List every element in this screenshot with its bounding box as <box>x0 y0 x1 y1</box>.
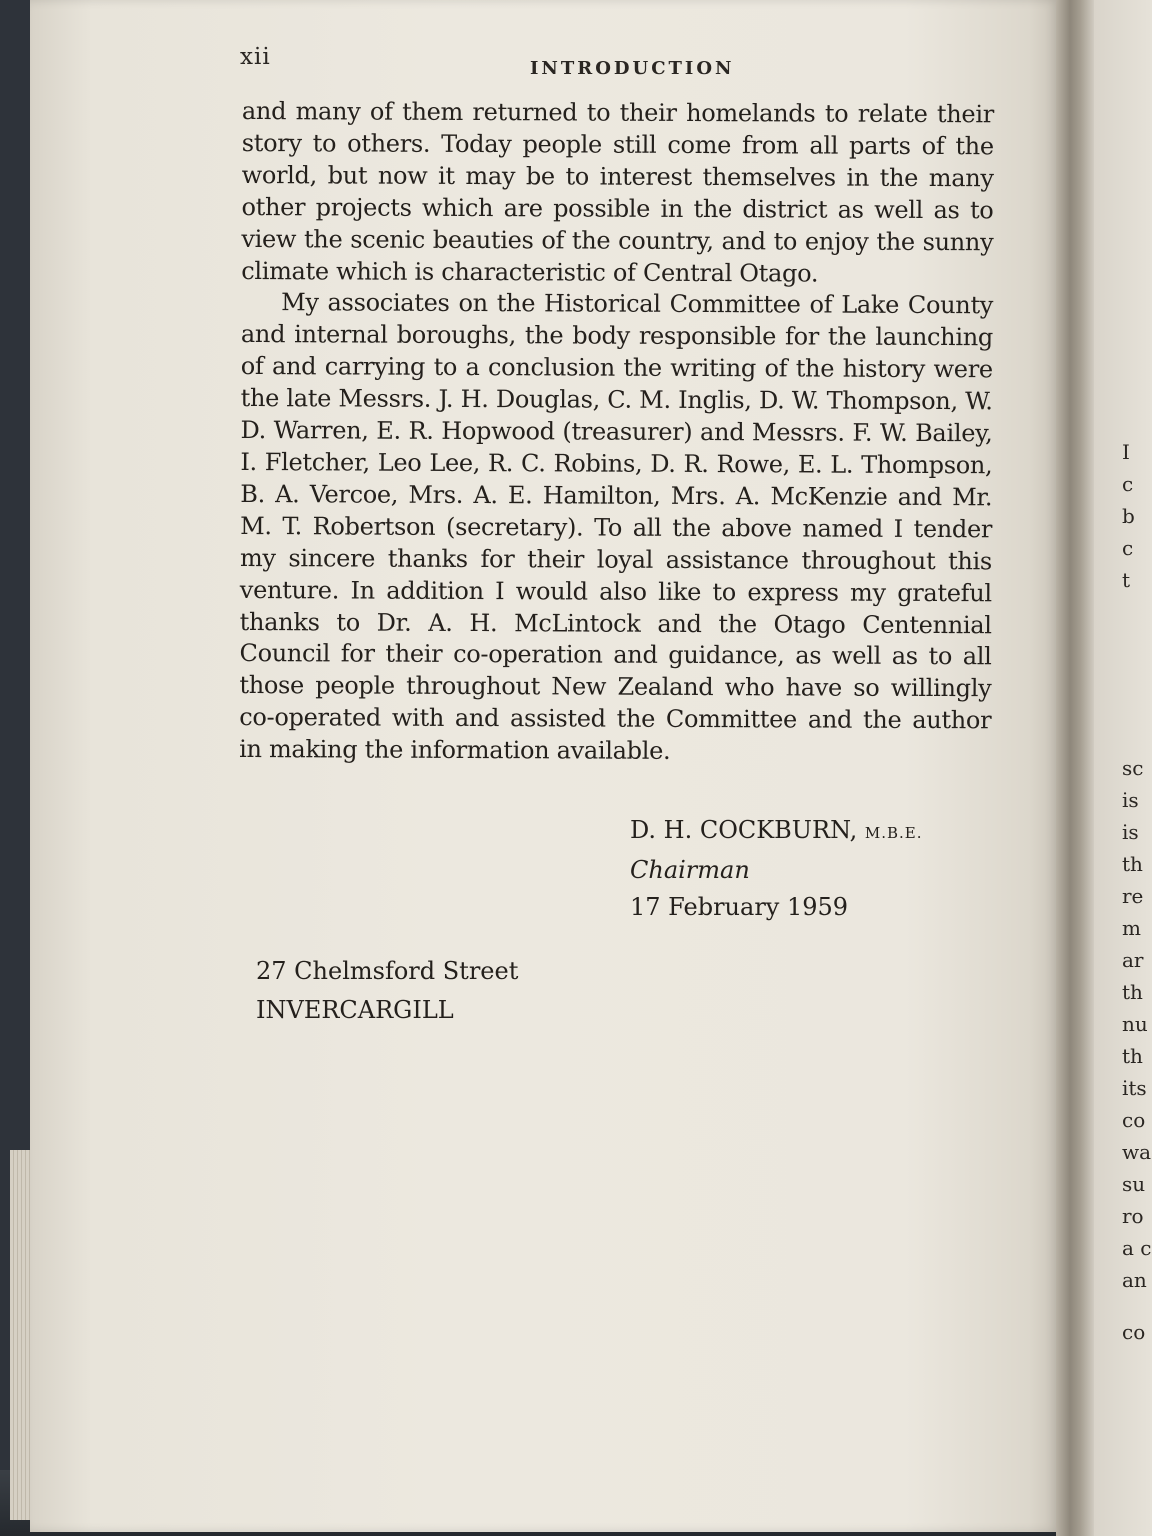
paragraph-2: My associates on the Historical Committee of Lake County and internal boroughs, the body responsible for the launching of and carrying to a conclusion the writing of the history were the late Messrs. J. H. Douglas, C. M. Inglis, D. W. Thompson, W. D. Warren, E. R. Hopwood (treasurer) and Messrs. F. W. Bailey, I. Fletcher, Leo Lee, R. C. Robins, D. R. Rowe, E. L. Thompson, B. A. Vercoe, Mrs. A. E. Hamilton, Mrs. A. McKenzie and Mr. M. T. Robertson (secretary). To all the above named I tender my sincere thanks for their loyal assistance throughout this venture. In addition I would also like to express my grateful thanks to Dr. A. H. McLintock and the Otago Centennial Council for their co-operation and guidance, as well as to all those people throughout New Zealand who have so willingly co-operated with and assisted the Committee and the author in making the information available. <box>239 288 994 766</box>
signatory-line <box>630 812 922 852</box>
next-page-fragment: re <box>1122 884 1144 908</box>
next-page-fragment: co <box>1122 1320 1146 1344</box>
signature-block <box>630 812 922 926</box>
book-gutter <box>1056 0 1096 1536</box>
address-city: INVERCARGILL <box>256 996 454 1024</box>
address-block <box>256 952 518 1030</box>
signatory-name: D. H. COCKBURN, <box>630 816 858 844</box>
paragraph-1: and many of them returned to their homelands to relate their story to others. Today people still come from all parts of the world, but now it may be to interest themselves in the many other projects which are possible in the district as well as to view the scenic beauties of the country, and to enjoy the sunny climate which is characteristic of Central Otago. <box>241 96 994 288</box>
page-number: xii <box>240 44 271 70</box>
next-page-fragment: su <box>1122 1172 1146 1196</box>
next-page-fragment: t <box>1122 568 1131 592</box>
next-page-fragment: ar <box>1122 948 1144 972</box>
next-page-fragment: sc <box>1122 756 1144 780</box>
running-head: INTRODUCTION <box>530 58 735 79</box>
next-page-fragment: is <box>1122 820 1139 844</box>
next-page-fragment: nu <box>1122 1012 1148 1036</box>
signatory-postnominal: M.B.E. <box>864 824 923 842</box>
next-page-fragment: c <box>1122 472 1134 496</box>
next-page-fragment: is <box>1122 788 1139 812</box>
right-page <box>1094 0 1152 1536</box>
next-page-fragment: b <box>1122 504 1135 528</box>
next-page-fragment: co <box>1122 1108 1146 1132</box>
left-page <box>30 0 1060 1532</box>
address-street: 27 Chelmsford Street <box>256 957 519 985</box>
next-page-fragment: th <box>1122 1044 1143 1068</box>
next-page-fragment: I <box>1122 440 1130 464</box>
next-page-fragment: th <box>1122 852 1143 876</box>
next-page-fragment: th <box>1122 980 1143 1004</box>
next-page-fragment: ro <box>1122 1204 1144 1228</box>
next-page-fragment: wa <box>1122 1140 1152 1164</box>
signature-date: 17 February 1959 <box>630 893 849 921</box>
next-page-fragment: m <box>1122 916 1141 940</box>
next-page-fragment: an <box>1122 1268 1147 1292</box>
next-page-fragment: a c <box>1122 1236 1152 1260</box>
signatory-role: Chairman <box>630 856 750 884</box>
next-page-fragment: c <box>1122 536 1134 560</box>
next-page-fragment: its <box>1122 1076 1147 1100</box>
body-text <box>239 96 994 769</box>
